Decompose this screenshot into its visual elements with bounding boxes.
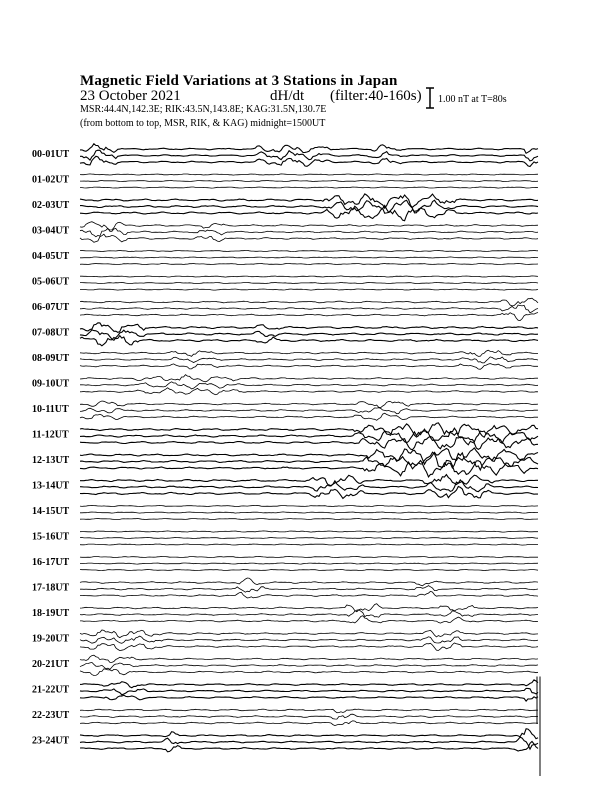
trace-msr [80,721,538,726]
trace-rik [80,382,538,389]
trace-kag [80,729,538,739]
hour-label: 06-07UT [32,302,70,313]
trace-rik [80,428,538,443]
trace-kag [80,531,538,532]
trace-kag [80,604,538,612]
chart-quantity: dH/dt [270,88,305,104]
trace-kag [80,276,538,277]
chart-title: Magnetic Field Variations at 3 Stations in Japan [80,73,398,89]
trace-kag [80,350,538,356]
chart-date: 23 October 2021 [80,88,181,104]
trace-msr [80,487,538,499]
trace-kag [80,250,538,251]
trace-msr [80,388,538,395]
station-coordinates: MSR:44.4N,142.3E; RIK:43.5N,143.8E; KAG:31.5N,130.7E [80,104,327,115]
trace-rik [80,305,538,313]
hour-label: 20-21UT [32,659,70,670]
trace-msr [80,695,538,701]
trace-kag [80,144,538,154]
hour-label: 08-09UT [32,353,70,364]
trace-rik [80,688,538,694]
chart-filter: (filter:40-160s) [330,88,422,104]
trace-rik [80,200,538,213]
trace-rik [80,257,538,258]
hour-label: 10-11UT [32,404,69,415]
trace-kag [80,709,538,713]
hour-label: 00-01UT [32,149,70,160]
trace-kag [80,174,538,175]
row-label-group [32,149,70,747]
trace-msr [80,156,538,166]
trace-msr [80,364,538,370]
trace-rik [80,737,538,749]
hour-label: 09-10UT [32,378,70,390]
trace-rik [80,586,538,593]
trace-msr [80,643,538,651]
trace-kag [80,655,538,662]
trace-msr [80,544,538,545]
trace-msr [80,669,538,676]
trace-kag [80,680,538,688]
trace-kag [80,323,538,333]
trace-rik [80,282,538,283]
hour-label: 07-08UT [32,327,70,339]
trace-kag [80,401,538,408]
scale-label: 1.00 nT at T=80s [438,94,507,105]
hour-label: 03-04UT [32,225,70,237]
trace-kag [80,578,538,586]
scale-bar [426,88,434,108]
trace-rik [80,330,538,340]
hour-label: 12-13UT [32,455,70,466]
trace-rik [80,480,538,492]
trace-rik [80,537,538,538]
trace-msr [80,289,538,290]
trace-rik [80,662,538,669]
trace-msr [80,263,538,264]
trace-msr [80,591,538,598]
trace-kag [80,505,538,506]
hour-label: 15-16UT [32,531,70,543]
hour-label: 14-15UT [32,506,70,517]
hour-label: 11-12UT [32,429,69,441]
trace-rik [80,180,538,181]
trace-rik [80,563,538,564]
hour-label: 01-02UT [32,174,70,186]
trace-msr [80,519,538,520]
hour-label: 21-22UT [32,684,70,696]
station-order-note: (from bottom to top, MSR, RIK, & KAG) midnight=1500UT [80,118,326,129]
trace-kag [80,375,538,382]
trace-rik [80,357,538,363]
hour-label: 17-18UT [32,582,70,594]
hour-label: 22-23UT [32,710,70,721]
trace-kag [80,222,538,230]
hour-label: 04-05UT [32,251,70,262]
hour-label: 18-19UT [32,608,70,619]
trace-msr [80,461,538,477]
trace-rik [80,610,538,617]
trace-msr [80,206,538,221]
hour-label: 23-24UT [32,735,70,747]
trace-rik [80,714,538,719]
trace-msr [80,413,538,420]
trace-msr [80,336,538,346]
trace-kag [80,475,538,486]
hour-label: 05-06UT [32,276,70,288]
hour-label: 02-03UT [32,200,70,211]
trace-msr [80,569,538,570]
trace-rik [80,636,538,643]
trace-kag [80,630,538,638]
trace-msr [80,187,538,188]
trace-rik [80,512,538,513]
trace-rik [80,408,538,414]
trace-msr [80,616,538,623]
hour-label: 16-17UT [32,557,70,568]
edge-markers [537,677,540,777]
trace-kag [80,556,538,557]
trace-kag [80,298,538,306]
hour-label: 13-14UT [32,480,70,492]
trace-msr [80,313,538,321]
trace-msr [80,234,538,242]
trace-group [80,144,538,752]
trace-rik [80,228,538,236]
trace-kag [80,423,538,437]
hour-label: 19-20UT [32,633,70,645]
